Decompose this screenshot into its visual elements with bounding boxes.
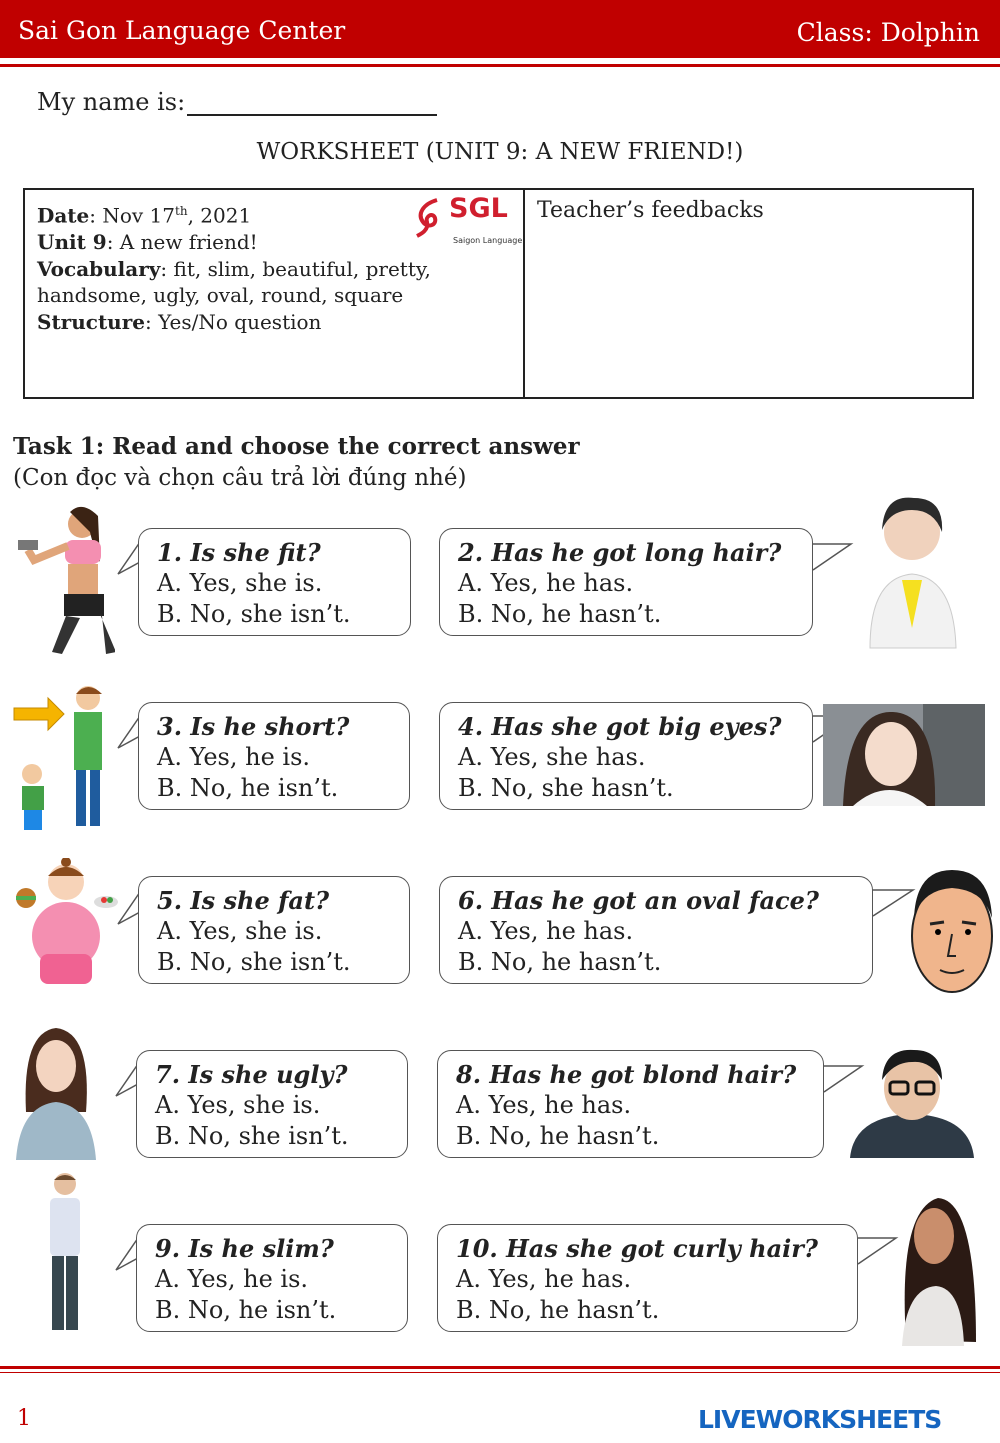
logo-subtitle: Saigon Language bbox=[453, 236, 523, 245]
question-text: 1. Is she fit? bbox=[157, 538, 321, 567]
question-bubble-10 bbox=[437, 1224, 858, 1332]
answer-a[interactable]: A. Yes, he has. bbox=[458, 917, 634, 945]
answer-b[interactable]: B. No, he hasn’t. bbox=[456, 1296, 660, 1324]
glasses-man-picture bbox=[844, 1046, 980, 1158]
structure-line bbox=[37, 309, 511, 336]
fat-girl-picture bbox=[14, 858, 118, 988]
name-row bbox=[37, 88, 437, 116]
class-label: Class: Dolphin bbox=[796, 18, 980, 47]
task-title: Task 1: Read and choose the correct answer bbox=[13, 433, 580, 460]
unit-value: : A new friend! bbox=[106, 230, 258, 255]
slim-man-picture bbox=[36, 1170, 94, 1338]
question-text: 10. Has she got curly hair? bbox=[456, 1234, 818, 1263]
answer-a[interactable]: A. Yes, he has. bbox=[456, 1091, 632, 1119]
answer-a[interactable]: A. Yes, he is. bbox=[155, 1265, 309, 1293]
vocab-value: : fit, slim, beautiful, pretty, handsome, ugly, oval, round, square bbox=[37, 256, 431, 308]
answer-a[interactable]: A. Yes, he has. bbox=[456, 1265, 632, 1293]
question-text: 5. Is she fat? bbox=[157, 886, 330, 915]
liveworksheets-watermark[interactable]: LIVEWORKSHEETS bbox=[698, 1405, 942, 1434]
sgl-logo bbox=[413, 193, 523, 245]
answer-b[interactable]: B. No, she hasn’t. bbox=[458, 774, 674, 802]
answer-b[interactable]: B. No, she isn’t. bbox=[157, 600, 351, 628]
footer-line-thin bbox=[0, 1372, 1000, 1373]
vocab-label: Vocabulary bbox=[37, 256, 161, 281]
worksheet-title: WORKSHEET (UNIT 9: A NEW FRIEND!) bbox=[256, 139, 744, 165]
teacher-feedback[interactable] bbox=[525, 190, 972, 397]
fit-woman-picture bbox=[10, 502, 115, 660]
woman-picture bbox=[12, 1022, 98, 1160]
answer-b[interactable]: B. No, he hasn’t. bbox=[458, 600, 662, 628]
page-number: 1 bbox=[17, 1406, 31, 1431]
answer-a[interactable]: A. Yes, he is. bbox=[157, 743, 311, 771]
question-bubble-8 bbox=[437, 1050, 824, 1158]
date-label: Date bbox=[37, 203, 90, 228]
structure-value: : Yes/No question bbox=[144, 309, 322, 334]
sgl-swirl-icon bbox=[413, 196, 447, 238]
task-subtitle: (Con đọc và chọn câu trả lời đúng nhé) bbox=[13, 465, 467, 491]
answer-a[interactable]: A. Yes, she is. bbox=[157, 917, 323, 945]
feedback-label: Teacher’s feedbacks bbox=[537, 198, 764, 223]
answer-b[interactable]: B. No, he isn’t. bbox=[155, 1296, 337, 1324]
question-bubble-2 bbox=[439, 528, 813, 636]
question-bubble-7 bbox=[136, 1050, 408, 1158]
question-bubble-1 bbox=[138, 528, 411, 636]
date-sup: th bbox=[175, 204, 188, 218]
footer-line bbox=[0, 1366, 1000, 1369]
question-bubble-3 bbox=[138, 702, 410, 810]
answer-b[interactable]: B. No, she isn’t. bbox=[155, 1122, 349, 1150]
curly-hair-woman-picture bbox=[892, 1190, 982, 1346]
name-blank[interactable] bbox=[187, 88, 437, 116]
name-prompt: My name is: bbox=[37, 88, 186, 116]
lesson-info bbox=[25, 190, 525, 397]
answer-a[interactable]: A. Yes, she has. bbox=[458, 743, 646, 771]
answer-a[interactable]: A. Yes, he has. bbox=[458, 569, 634, 597]
question-text: 4. Has she got big eyes? bbox=[458, 712, 782, 741]
question-text: 6. Has he got an oval face? bbox=[458, 886, 819, 915]
question-text: 2. Has he got long hair? bbox=[458, 538, 782, 567]
tall-short-boys-picture bbox=[12, 682, 112, 834]
unit-label: Unit 9 bbox=[37, 230, 107, 255]
answer-b[interactable]: B. No, he hasn’t. bbox=[456, 1122, 660, 1150]
question-text: 9. Is he slim? bbox=[155, 1234, 334, 1263]
answer-b[interactable]: B. No, she isn’t. bbox=[157, 948, 351, 976]
question-bubble-5 bbox=[138, 876, 410, 984]
long-hair-man-picture bbox=[830, 488, 995, 650]
question-bubble-9 bbox=[136, 1224, 408, 1332]
question-text: 8. Has he got blond hair? bbox=[456, 1060, 797, 1089]
big-eyes-woman-picture bbox=[823, 704, 985, 806]
oval-face-man-picture bbox=[906, 866, 998, 996]
answer-a[interactable]: A. Yes, she is. bbox=[155, 1091, 321, 1119]
date-year: , 2021 bbox=[187, 203, 252, 228]
vocab-line bbox=[37, 256, 511, 309]
info-box bbox=[23, 188, 974, 399]
logo-text: SGL bbox=[449, 193, 508, 224]
question-text: 7. Is she ugly? bbox=[155, 1060, 348, 1089]
answer-a[interactable]: A. Yes, she is. bbox=[157, 569, 323, 597]
question-bubble-4 bbox=[439, 702, 813, 810]
date-value: : Nov 17 bbox=[89, 203, 176, 228]
question-bubble-6 bbox=[439, 876, 873, 984]
question-text: 3. Is he short? bbox=[157, 712, 350, 741]
center-name: Sai Gon Language Center bbox=[18, 16, 346, 45]
header-bar bbox=[0, 0, 1000, 61]
structure-label: Structure bbox=[37, 309, 145, 334]
answer-b[interactable]: B. No, he hasn’t. bbox=[458, 948, 662, 976]
answer-b[interactable]: B. No, he isn’t. bbox=[157, 774, 339, 802]
